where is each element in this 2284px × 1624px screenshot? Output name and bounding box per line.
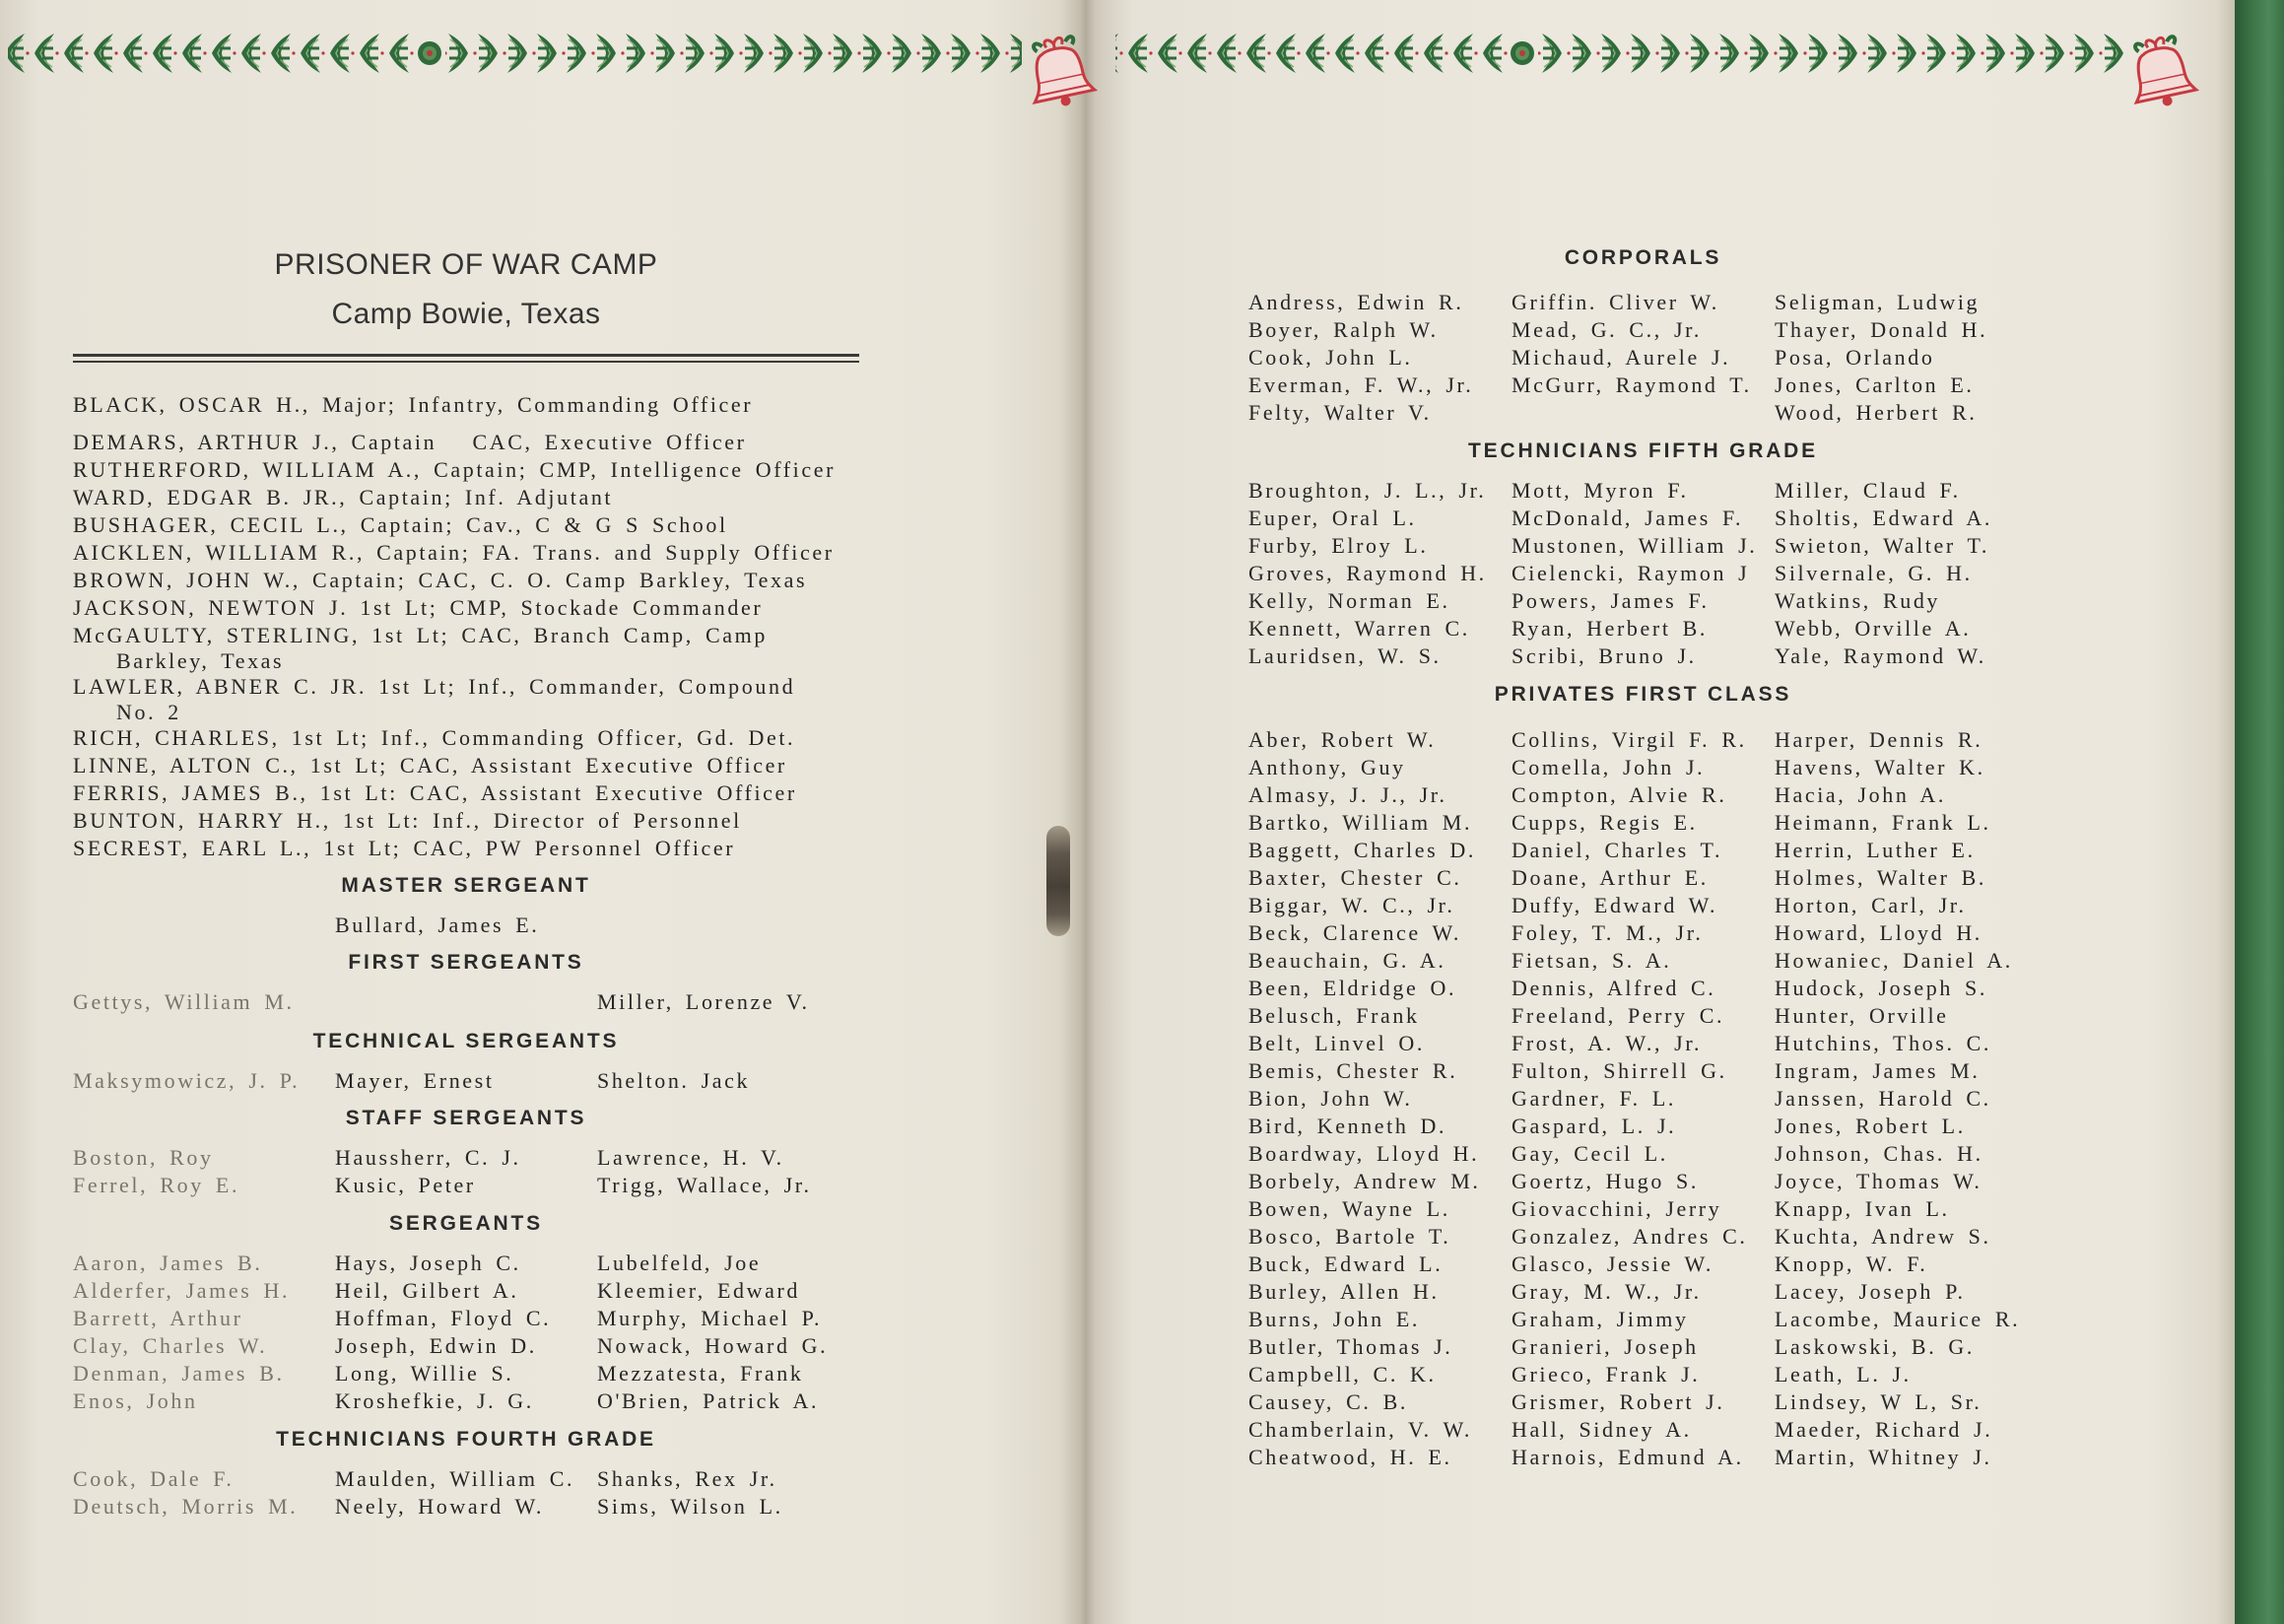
roster-name: Howaniec, Daniel A.: [1775, 948, 2013, 973]
roster-name: Glasco, Jessie W.: [1511, 1252, 1713, 1276]
roster-name: Kelly, Norman E.: [1248, 588, 1450, 613]
roster-name: Laskowski, B. G.: [1775, 1334, 1975, 1359]
roster-name: Freeland, Perry C.: [1511, 1003, 1725, 1028]
roster-name: Gray, M. W., Jr.: [1511, 1279, 1702, 1304]
roster-column: [597, 1250, 859, 1415]
officer-entry: BUNTON, HARRY H., 1st Lt: Inf., Director of Personnel: [73, 808, 742, 833]
roster-name: Hunter, Orville: [1775, 1003, 1949, 1028]
roster-name: Hays, Joseph C.: [335, 1251, 521, 1275]
roster-name: Sholtis, Edward A.: [1775, 506, 1993, 530]
roster-name: Lauridsen, W. S.: [1248, 643, 1442, 668]
officer-entry: SECREST, EARL L., 1st Lt; CAC, PW Personnel Officer: [73, 836, 736, 860]
roster-column: [335, 1067, 597, 1095]
roster-name: Boston, Roy: [73, 1145, 214, 1170]
roster-name: Aaron, James B.: [73, 1251, 263, 1275]
roster-name: Miller, Lorenze V.: [597, 989, 810, 1014]
roster-name: Andress, Edwin R.: [1248, 290, 1464, 314]
roster-name: Almasy, J. J., Jr.: [1248, 782, 1447, 807]
roster-name: Buck, Edward L.: [1248, 1252, 1444, 1276]
roster-name: Howard, Lloyd H.: [1775, 920, 1982, 945]
section-master-sergeant: [73, 872, 859, 939]
roster-column: [1511, 726, 1775, 1471]
roster-name: Maksymowicz, J. P.: [73, 1068, 301, 1093]
roster-name: Holmes, Walter B.: [1775, 865, 1986, 890]
section-heading: TECHNICAL SERGEANTS: [312, 1030, 620, 1052]
roster-name: Janssen, Harold C.: [1775, 1086, 1991, 1111]
roster-column: [1775, 726, 2038, 1471]
roster-name: Ingram, James M.: [1775, 1058, 1981, 1083]
roster-name: Harper, Dennis R.: [1775, 727, 1983, 752]
officer-entry: LINNE, ALTON C., 1st Lt; CAC, Assistant Executive Officer: [73, 753, 787, 778]
roster-column: [597, 912, 859, 939]
section-corporals: [1248, 244, 2038, 427]
section-technical-sergeants: [73, 1028, 859, 1095]
roster-name: Collins, Virgil F. R.: [1511, 727, 1747, 752]
bell-icon: [2124, 33, 2198, 111]
roster-name: McGurr, Raymond T.: [1511, 372, 1752, 397]
roster-name: Gettys, William M.: [73, 989, 295, 1014]
roster-name: Belt, Linvel O.: [1248, 1031, 1425, 1055]
roster-name: Bemis, Chester R.: [1248, 1058, 1458, 1083]
roster-column: [597, 1465, 859, 1521]
roster-name: Doane, Arthur E.: [1511, 865, 1709, 890]
officer-entry: BROWN, JOHN W., Captain; CAC, C. O. Camp Barkley, Texas: [73, 568, 808, 592]
section-sergeants: [73, 1210, 859, 1415]
roster-column: [335, 1144, 597, 1199]
roster-name: Bullard, James E.: [335, 913, 540, 937]
roster-column: [335, 988, 597, 1016]
roster-name: Gaspard, L. J.: [1511, 1114, 1677, 1138]
roster-name: Deutsch, Morris M.: [73, 1494, 299, 1519]
page-title: PRISONER OF WAR CAMP: [274, 248, 658, 281]
roster-column: [1511, 477, 1775, 670]
roster-name: Shelton. Jack: [597, 1068, 751, 1093]
section-heading: CORPORALS: [1564, 246, 1722, 269]
roster-name: Cook, Dale F.: [73, 1466, 235, 1491]
roster-name: Posa, Orlando: [1775, 345, 1935, 370]
roster-name: Miller, Claud F.: [1775, 478, 1961, 503]
roster-name: Ferrel, Roy E.: [73, 1173, 240, 1197]
roster-name: Baggett, Charles D.: [1248, 838, 1476, 862]
roster-name: Lacombe, Maurice R.: [1775, 1307, 2021, 1331]
staple: [1046, 826, 1070, 936]
roster-name: Compton, Alvie R.: [1511, 782, 1727, 807]
roster-name: Kuchta, Andrew S.: [1775, 1224, 1991, 1249]
roster-name: Bowen, Wayne L.: [1248, 1196, 1450, 1221]
roster-name: Aber, Robert W.: [1248, 727, 1437, 752]
officer-entry: RUTHERFORD, WILLIAM A., Captain; CMP, Intelligence Officer: [73, 457, 837, 482]
garland-decoration: [0, 0, 2284, 118]
title-double-rule: [73, 354, 859, 363]
roster-name: Cheatwood, H. E.: [1248, 1445, 1452, 1469]
roster-name: Bartko, William M.: [1248, 810, 1473, 835]
roster-name: Denman, James B.: [73, 1361, 285, 1386]
roster-name: Johnson, Chas. H.: [1775, 1141, 1983, 1166]
roster-column: [1248, 289, 1511, 427]
section-heading: TECHNICIANS FIFTH GRADE: [1468, 440, 1818, 462]
roster-name: Mezzatesta, Frank: [597, 1361, 804, 1386]
roster-name: Joyce, Thomas W.: [1775, 1169, 1982, 1193]
roster-name: Bird, Kenneth D.: [1248, 1114, 1447, 1138]
roster-name: Heimann, Frank L.: [1775, 810, 1991, 835]
roster-name: Horton, Carl, Jr.: [1775, 893, 1967, 917]
roster-name: Maulden, William C.: [335, 1466, 575, 1491]
roster-name: Duffy, Edward W.: [1511, 893, 1718, 917]
roster-name: Chamberlain, V. W.: [1248, 1417, 1472, 1442]
roster-name: Murphy, Michael P.: [597, 1306, 823, 1330]
roster-name: Daniel, Charles T.: [1511, 838, 1723, 862]
roster-name: Griffin. Cliver W.: [1511, 290, 1719, 314]
roster-name: Grieco, Frank J.: [1511, 1362, 1701, 1387]
roster-name: Burns, John E.: [1248, 1307, 1420, 1331]
roster-name: Fulton, Shirrell G.: [1511, 1058, 1727, 1083]
roster-column: [73, 1250, 335, 1415]
officer-entry: RICH, CHARLES, 1st Lt; Inf., Commanding Officer, Gd. Det.: [73, 725, 796, 750]
roster-name: Trigg, Wallace, Jr.: [597, 1173, 812, 1197]
roster-name: Burley, Allen H.: [1248, 1279, 1440, 1304]
section-technicians-fourth-grade: [73, 1426, 859, 1521]
roster-name: Powers, James F.: [1511, 588, 1710, 613]
roster-name: Martin, Whitney J.: [1775, 1445, 1992, 1469]
roster-name: Neely, Howard W.: [335, 1494, 544, 1519]
roster-name: Silvernale, G. H.: [1775, 561, 1973, 585]
roster-name: Hudock, Joseph S.: [1775, 976, 1987, 1000]
roster-name: Havens, Walter K.: [1775, 755, 1985, 779]
roster-name: Gonzalez, Andres C.: [1511, 1224, 1748, 1249]
section-staff-sergeants: [73, 1105, 859, 1199]
roster-column: [1248, 477, 1511, 670]
roster-column: [1511, 289, 1775, 427]
roster-name: Boardway, Lloyd H.: [1248, 1141, 1480, 1166]
roster-name: Knopp, W. F.: [1775, 1252, 1928, 1276]
roster-name: Causey, C. B.: [1248, 1389, 1408, 1414]
roster-name: Hacia, John A.: [1775, 782, 1946, 807]
roster-name: Michaud, Aurele J.: [1511, 345, 1731, 370]
booklet-cover-edge: [2235, 0, 2284, 1624]
roster-name: Enos, John: [73, 1388, 198, 1413]
roster-name: Dennis, Alfred C.: [1511, 976, 1716, 1000]
roster-name: Mead, G. C., Jr.: [1511, 317, 1702, 342]
roster-name: Seligman, Ludwig: [1775, 290, 1981, 314]
officer-entry: JACKSON, NEWTON J. 1st Lt; CMP, Stockade Commander: [73, 595, 764, 620]
roster-column: [73, 1067, 335, 1095]
roster-column: [597, 1067, 859, 1095]
roster-name: Felty, Walter V.: [1248, 400, 1432, 425]
roster-name: Groves, Raymond H.: [1248, 561, 1487, 585]
roster-name: Euper, Oral L.: [1248, 506, 1417, 530]
roster-column: [597, 1144, 859, 1199]
roster-name: Jones, Robert L.: [1775, 1114, 1966, 1138]
roster-name: Ryan, Herbert B.: [1511, 616, 1709, 641]
roster-name: Broughton, J. L., Jr.: [1248, 478, 1487, 503]
roster-name: Goertz, Hugo S.: [1511, 1169, 1699, 1193]
roster-name: Thayer, Donald H.: [1775, 317, 1988, 342]
roster-name: Joseph, Edwin D.: [335, 1333, 537, 1358]
roster-name: Kleemier, Edward: [597, 1278, 800, 1303]
roster-name: Cielencki, Raymon J: [1511, 561, 1750, 585]
roster-name: McDonald, James F.: [1511, 506, 1744, 530]
roster-name: Jones, Carlton E.: [1775, 372, 1975, 397]
officer-entry: AICKLEN, WILLIAM R., Captain; FA. Trans. and Supply Officer: [73, 540, 835, 565]
roster-name: Nowack, Howard G.: [597, 1333, 829, 1358]
roster-column: [1775, 477, 2038, 670]
roster-name: Beauchain, G. A.: [1248, 948, 1446, 973]
roster-name: Lawrence, H. V.: [597, 1145, 784, 1170]
section-heading: PRIVATES FIRST CLASS: [1494, 683, 1792, 706]
page-subtitle: Camp Bowie, Texas: [331, 298, 601, 330]
roster-name: Belusch, Frank: [1248, 1003, 1420, 1028]
section-privates-first-class: [1248, 681, 2038, 1471]
roster-column: [73, 1144, 335, 1199]
roster-name: Boyer, Ralph W.: [1248, 317, 1439, 342]
roster-name: Furby, Elroy L.: [1248, 533, 1429, 558]
roster-name: Heil, Gilbert A.: [335, 1278, 519, 1303]
roster-name: Leath, L. J.: [1775, 1362, 1912, 1387]
roster-name: Kennett, Warren C.: [1248, 616, 1470, 641]
roster-column: [1248, 726, 1511, 1471]
roster-name: Borbely, Andrew M.: [1248, 1169, 1481, 1193]
roster-name: Hall, Sidney A.: [1511, 1417, 1692, 1442]
roster-name: Bion, John W.: [1248, 1086, 1413, 1111]
roster-name: Grismer, Robert J.: [1511, 1389, 1725, 1414]
section-heading: MASTER SERGEANT: [341, 874, 591, 897]
section-heading: TECHNICIANS FOURTH GRADE: [276, 1428, 656, 1451]
roster-name: O'Brien, Patrick A.: [597, 1388, 820, 1413]
roster-name: Haussherr, C. J.: [335, 1145, 521, 1170]
section-heading: STAFF SERGEANTS: [345, 1107, 587, 1129]
roster-column: [73, 988, 335, 1016]
roster-name: Lacey, Joseph P.: [1775, 1279, 1966, 1304]
roster-name: Gay, Cecil L.: [1511, 1141, 1668, 1166]
roster-column: [335, 1465, 597, 1521]
roster-name: Yale, Raymond W.: [1775, 643, 1986, 668]
roster-name: Comella, John J.: [1511, 755, 1706, 779]
roster-name: Been, Eldridge O.: [1248, 976, 1457, 1000]
roster-name: Shanks, Rex Jr.: [597, 1466, 777, 1491]
roster-column: [335, 912, 597, 939]
roster-name: Webb, Orville A.: [1775, 616, 1972, 641]
section-technicians-fifth-grade: [1248, 438, 2038, 670]
officer-entry: WARD, EDGAR B. JR., Captain; Inf. Adjutant: [73, 485, 614, 509]
roster-name: Watkins, Rudy: [1775, 588, 1941, 613]
section-first-sergeants: [73, 949, 859, 1016]
roster-name: Cook, John L.: [1248, 345, 1413, 370]
roster-name: Knapp, Ivan L.: [1775, 1196, 1950, 1221]
section-heading: SERGEANTS: [389, 1212, 543, 1235]
roster-name: Kusic, Peter: [335, 1173, 476, 1197]
roster-name: Hutchins, Thos. C.: [1775, 1031, 1992, 1055]
roster-name: Butler, Thomas J.: [1248, 1334, 1453, 1359]
roster-name: Frost, A. W., Jr.: [1511, 1031, 1703, 1055]
roster-name: Maeder, Richard J.: [1775, 1417, 1993, 1442]
roster-name: Bosco, Bartole T.: [1248, 1224, 1451, 1249]
roster-name: Alderfer, James H.: [73, 1278, 291, 1303]
roster-name: Campbell, C. K.: [1248, 1362, 1437, 1387]
roster-name: Mustonen, William J.: [1511, 533, 1758, 558]
roster-name: Herrin, Luther E.: [1775, 838, 1976, 862]
roster-column: [597, 988, 859, 1016]
officer-entry-continuation: No. 2: [116, 700, 181, 724]
roster-name: Cupps, Regis E.: [1511, 810, 1698, 835]
officer-entry-continuation: Barkley, Texas: [116, 648, 285, 673]
roster-name: Graham, Jimmy: [1511, 1307, 1689, 1331]
roster-name: Mott, Myron F.: [1511, 478, 1689, 503]
officer-entry: FERRIS, JAMES B., 1st Lt: CAC, Assistant Executive Officer: [73, 780, 797, 805]
officer-entry: McGAULTY, STERLING, 1st Lt; CAC, Branch Camp, Camp: [73, 623, 768, 647]
roster-name: Wood, Herbert R.: [1775, 400, 1978, 425]
officer-entry: BUSHAGER, CECIL L., Captain; Cav., C & G S School: [73, 512, 728, 537]
officer-entry: BLACK, OSCAR H., Major; Infantry, Commanding Officer: [73, 392, 754, 417]
roster-name: Beck, Clarence W.: [1248, 920, 1461, 945]
roster-name: Giovacchini, Jerry: [1511, 1196, 1722, 1221]
roster-name: Clay, Charles W.: [73, 1333, 268, 1358]
roster-name: Lindsey, W L, Sr.: [1775, 1389, 1982, 1414]
roster-name: Hoffman, Floyd C.: [335, 1306, 552, 1330]
roster-name: Anthony, Guy: [1248, 755, 1406, 779]
roster-name: Kroshefkie, J. G.: [335, 1388, 534, 1413]
roster-name: Biggar, W. C., Jr.: [1248, 893, 1455, 917]
roster-name: Granieri, Joseph: [1511, 1334, 1699, 1359]
roster-column: [1775, 289, 2038, 427]
roster-column: [335, 1250, 597, 1415]
roster-name: Foley, T. M., Jr.: [1511, 920, 1704, 945]
roster-name: Gardner, F. L.: [1511, 1086, 1677, 1111]
officer-entry: DEMARS, ARTHUR J., Captain CAC, Executive Officer: [73, 430, 747, 454]
roster-name: Barrett, Arthur: [73, 1306, 243, 1330]
roster-name: Mayer, Ernest: [335, 1068, 495, 1093]
roster-column: [73, 912, 335, 939]
roster-name: Sims, Wilson L.: [597, 1494, 783, 1519]
roster-name: Baxter, Chester C.: [1248, 865, 1462, 890]
roster-name: Lubelfeld, Joe: [597, 1251, 762, 1275]
bell-icon: [1023, 33, 1097, 111]
officer-list: [73, 391, 999, 862]
roster-name: Fietsan, S. A.: [1511, 948, 1672, 973]
section-heading: FIRST SERGEANTS: [348, 951, 584, 974]
roster-name: Scribi, Bruno J.: [1511, 643, 1697, 668]
roster-name: Everman, F. W., Jr.: [1248, 372, 1474, 397]
roster-name: Harnois, Edmund A.: [1511, 1445, 1744, 1469]
officer-entry: LAWLER, ABNER C. JR. 1st Lt; Inf., Commander, Compound: [73, 674, 796, 699]
roster-column: [73, 1465, 335, 1521]
roster-name: Long, Willie S.: [335, 1361, 514, 1386]
roster-name: Swieton, Walter T.: [1775, 533, 1990, 558]
